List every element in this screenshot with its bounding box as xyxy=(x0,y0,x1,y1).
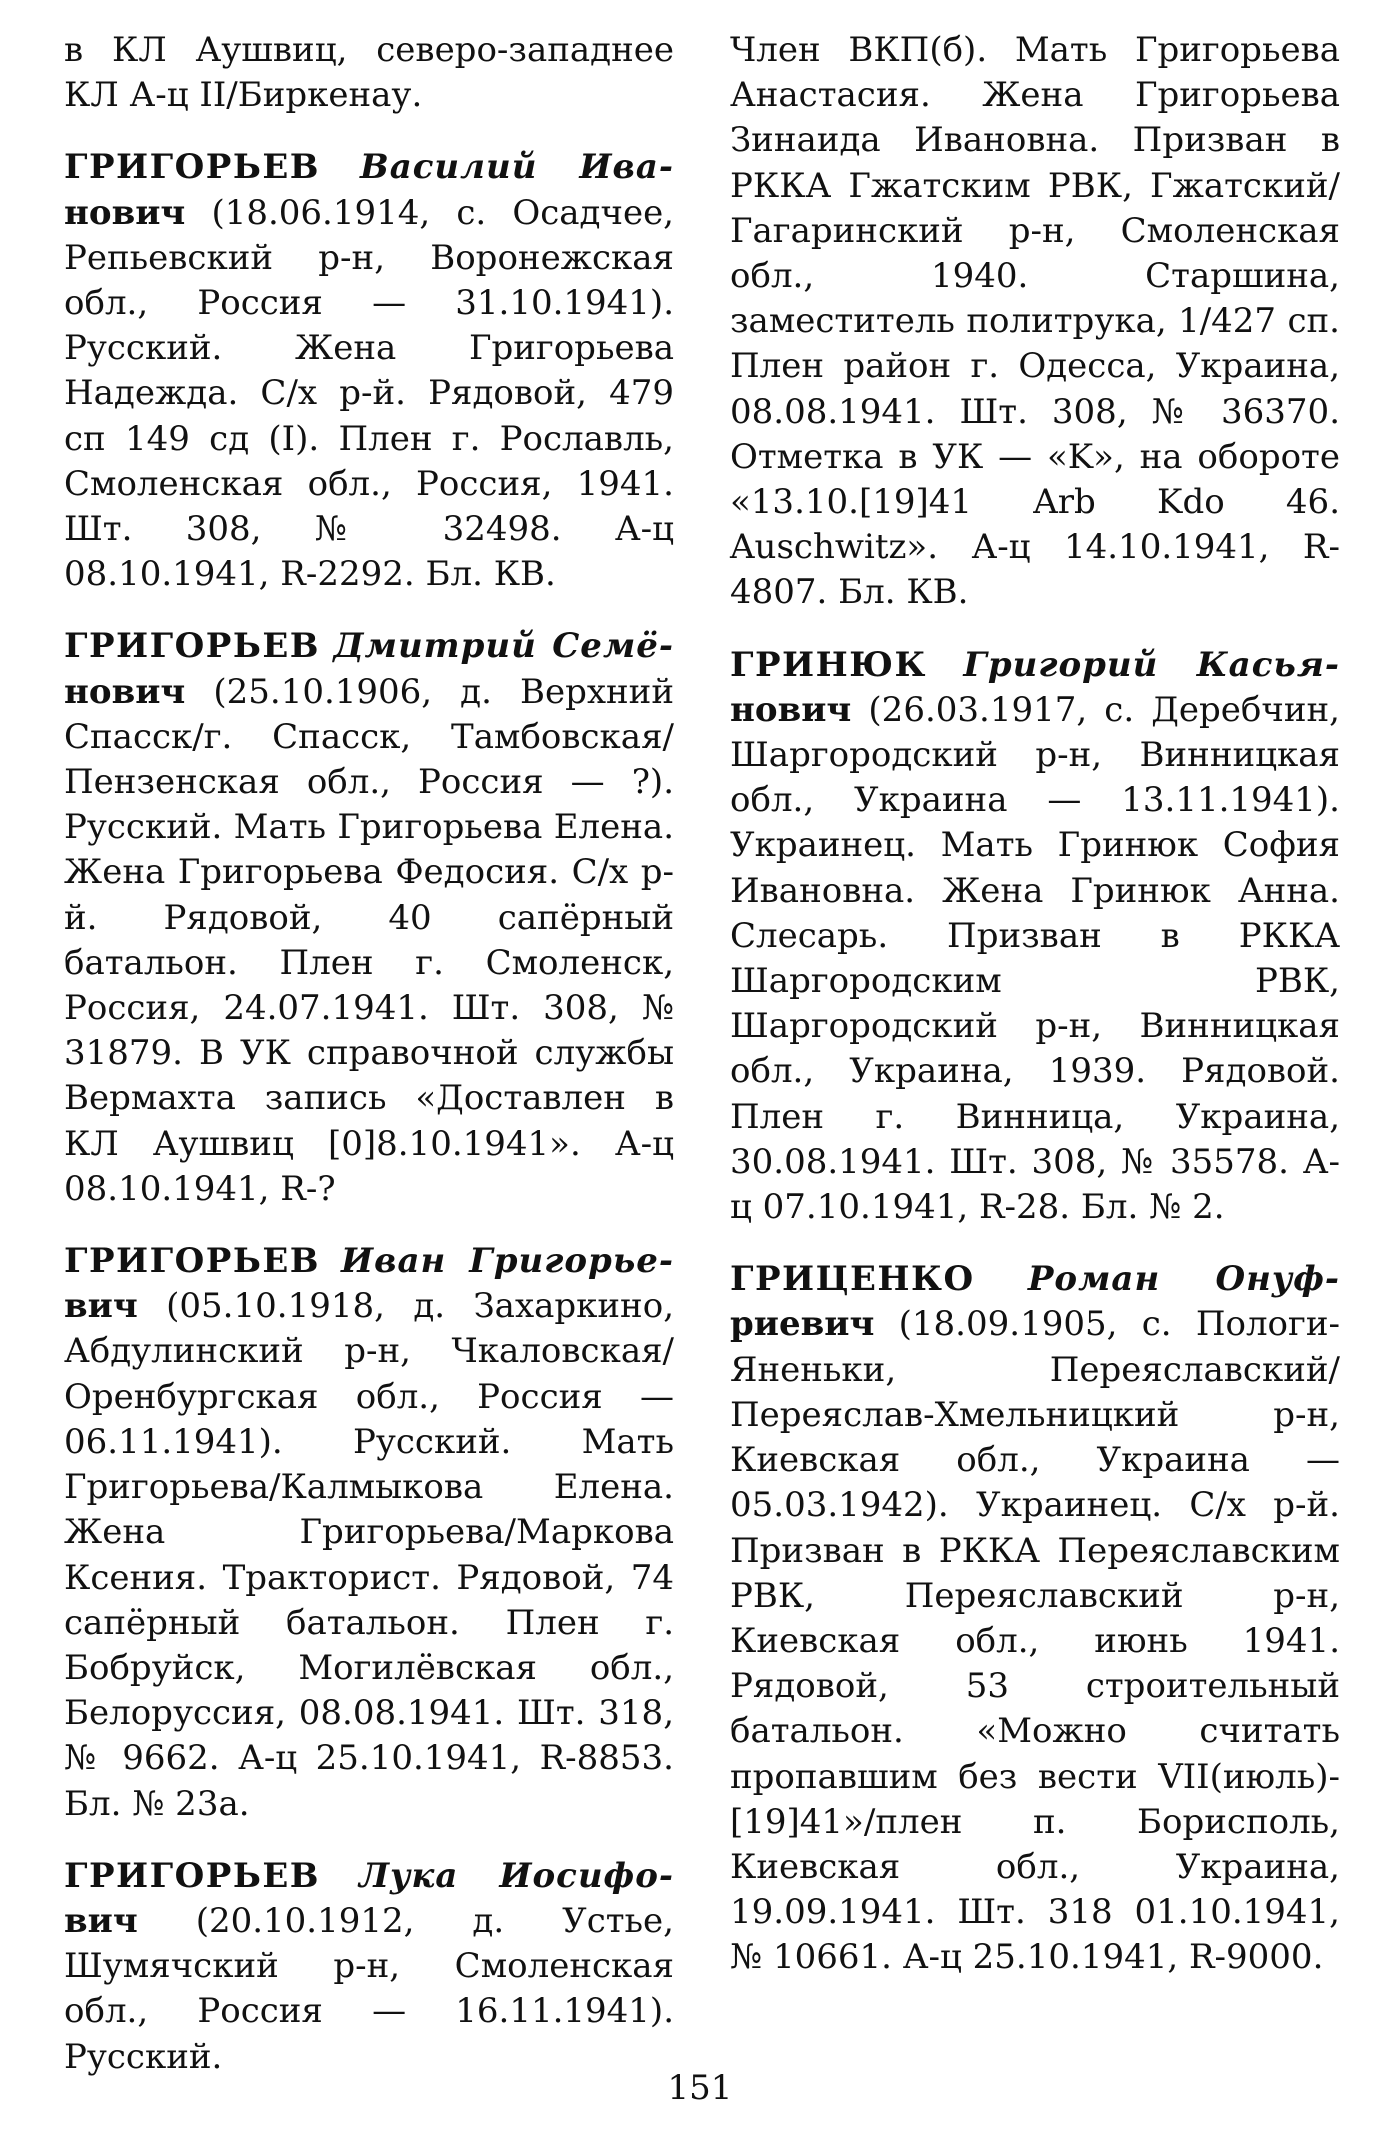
book-page xyxy=(64,28,1340,2077)
entry-patronymic-end: нович xyxy=(730,689,852,730)
entry-text: (18.09.1905, с. Пологи-Яненьки, Переяславский/Переяслав-Хмельницкий р-н, Киевская обл., Украина — 05.03.1942). Украинец. С/х р-й. Призван в РККА Переяславским РВК, Переяславский р-н, Киевская обл., июнь 1941. Рядовой, 53 строительный батальон. «Можно считать пропавшим без вести VII(июль)-[19]41»/плен п. Борисполь, Киевская обл., Украина, 19.09.1941. Шт. 318 01.10.1941, № 10661. А-ц 25.10.1941, R-9000. xyxy=(730,1304,1340,1978)
entry-given-name: Лука Иосифо- xyxy=(358,1855,674,1896)
entry-patronymic-end: вич xyxy=(64,1900,138,1941)
entry-text: (25.10.1906, д. Верхний Спасск/г. Спасск, Тамбовская/Пензенская обл., Россия — ?). Русский. Мать Григорьева Елена. Жена Григорьева Федосия. С/х р-й. Рядовой, 40 сапёрный батальон. Плен г. Смоленск, Россия, 24.07.1941. Шт. 308, № 31879. В УК справочной службы Вермахта запись «Доставлен в КЛ Аушвиц [0]8.10.1941». А-ц 08.10.1941, R-? xyxy=(64,671,674,1209)
biographical-entry xyxy=(730,643,1340,1231)
entry-patronymic-end: нович xyxy=(64,671,186,712)
entry-text: (20.10.1912, д. Устье, Шумячский р-н, Смоленская обл., Россия — 16.11.1941). Русский. xyxy=(64,1900,674,2077)
entry-surname: ГРИГОРЬЕВ xyxy=(64,1855,321,1896)
entry-given-name: Роман Онуф- xyxy=(1027,1259,1340,1300)
entry-surname: ГРИГОРЬЕВ xyxy=(64,147,321,188)
biographical-entry xyxy=(64,145,674,597)
entry-patronymic-end: вич xyxy=(64,1286,138,1327)
entry-patronymic-end: нович xyxy=(64,192,186,233)
entry-given-name: Григорий Касья- xyxy=(963,644,1340,685)
right-column xyxy=(730,28,1340,2008)
continued-entry-text: в КЛ Аушвиц, северо-западнее КЛ А-ц II/Биркенау. xyxy=(64,30,674,116)
entry-surname: ГРИГОРЬЕВ xyxy=(64,1241,321,1282)
biographical-entry xyxy=(730,1257,1340,1980)
continued-entry-text: Член ВКП(б). Мать Григорьева Анастасия. Жена Григорьева Зинаида Ивановна. Призван в РККА Гжатским РВК, Гжатский/Гагаринский р-н, Смоленская обл., 1940. Старшина, заместитель политрука, 1/427 сп. Плен район г. Одесса, Украина, 08.08.1941. Шт. 308, № 36370. Отметка в УК — «K», на обороте «13.10.[19]41 Arb Kdo 46. Auschwitz». А-ц 14.10.1941, R-4807. Бл. КВ. xyxy=(730,30,1340,613)
entry-surname: ГРИЦЕНКО xyxy=(730,1259,975,1300)
entry-given-name: Иван Григорье- xyxy=(341,1241,674,1282)
entry-surname: ГРИГОРЬЕВ xyxy=(64,626,321,667)
entry-given-name: Василий Ива- xyxy=(359,147,674,188)
biographical-entry xyxy=(64,624,674,1212)
entry-surname: ГРИНЮК xyxy=(730,644,927,685)
entry-text: (18.06.1914, с. Осадчее, Репьевский р-н, Воронежская обл., Россия — 31.10.1941). Русский. Жена Григорьева Надежда. С/х р-й. Рядовой, 479 сп 149 сд (I). Плен г. Рославль, Смоленская обл., Россия, 1941. Шт. 308, № 32498. А-ц 08.10.1941, R-2292. Бл. КВ. xyxy=(64,192,674,595)
entry-text: (05.10.1918, д. Захаркино, Абдулинский р-н, Чкаловская/Оренбургская обл., Россия — 06.11.1941). Русский. Мать Григорьева/Калмыкова Елена. Жена Григорьева/Маркова Ксения. Тракторист. Рядовой, 74 сапёрный батальон. Плен г. Бобруйск, Могилёвская обл., Белоруссия, 08.08.1941. Шт. 318, № 9662. А-ц 25.10.1941, R-8853. Бл. № 23а. xyxy=(64,1286,674,1824)
entry-given-name: Дмитрий Семё- xyxy=(333,626,675,667)
left-column xyxy=(64,28,674,2107)
page-number: 151 xyxy=(667,2068,733,2108)
biographical-entry xyxy=(64,1854,674,2080)
entry-text: (26.03.1917, с. Деребчин, Шаргородский р-н, Винницкая обл., Украина — 13.11.1941). Украинец. Мать Гринюк София Ивановна. Жена Гринюк Анна. Слесарь. Призван в РККА Шаргородским РВК, Шаргородский р-н, Винницкая обл., Украина, 1939. Рядовой. Плен г. Винница, Украина, 30.08.1941. Шт. 308, № 35578. А-ц 07.10.1941, R-28. Бл. № 2. xyxy=(730,689,1340,1228)
biographical-entry xyxy=(64,1239,674,1827)
entry-patronymic-end: риевич xyxy=(730,1304,875,1345)
